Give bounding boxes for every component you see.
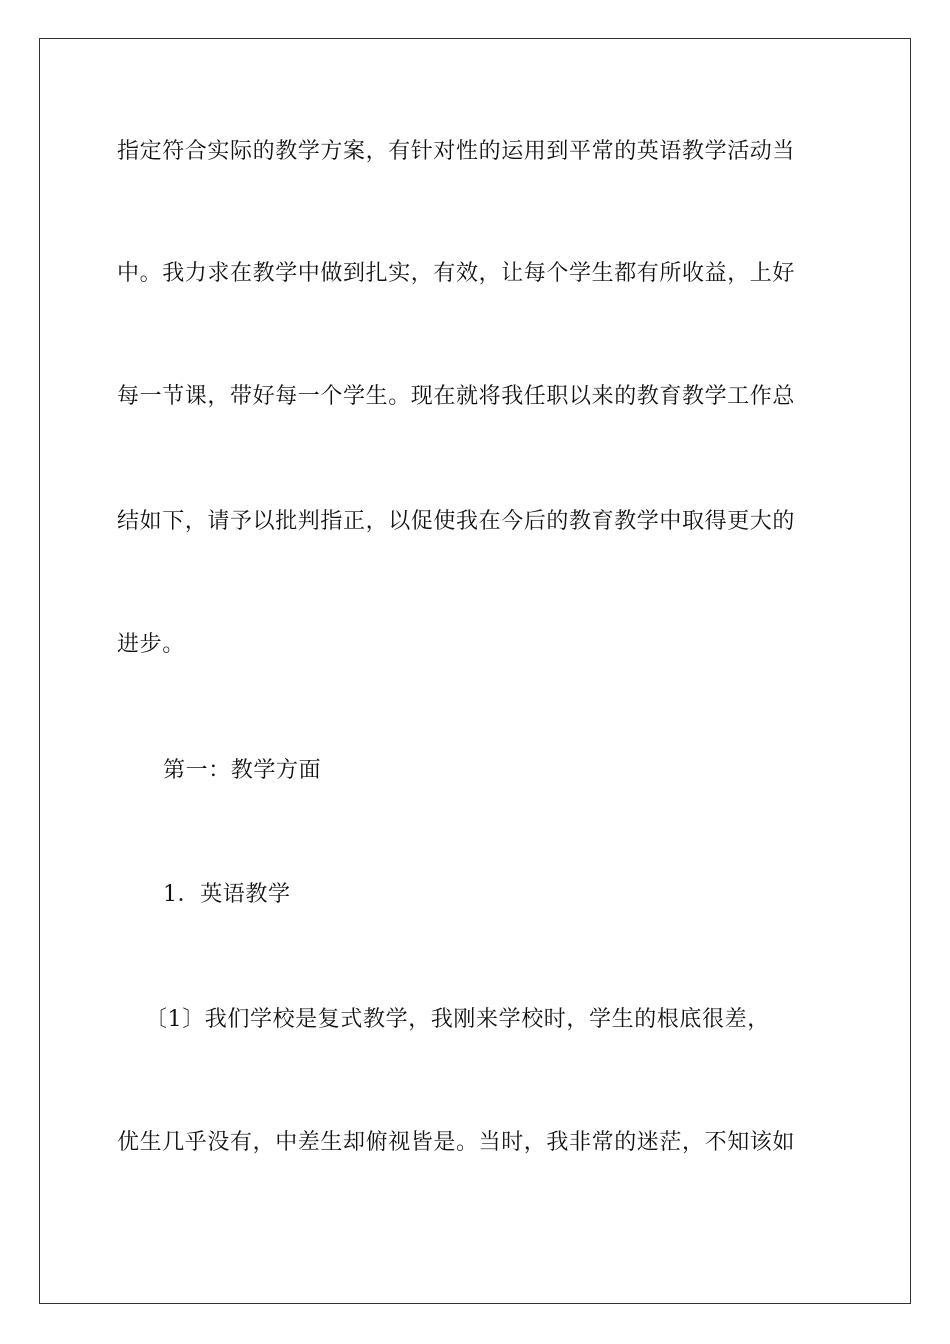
body-text-line: 进步。 [117,632,185,657]
page-frame [39,38,911,1304]
body-text-line: 〔1〕我们学校是复式教学，我刚来学校时，学生的根底很差， [145,1007,770,1032]
section-heading: 第一：教学方面 [163,758,322,783]
body-text-line: 指定符合实际的教学方案，有针对性的运用到平常的英语教学活动当 [117,139,796,164]
body-text-line: 结如下，请予以批判指正，以促使我在今后的教育教学中取得更大的 [117,509,796,534]
body-text-line: 优生几乎没有，中差生却俯视皆是。当时，我非常的迷茫，不知该如 [117,1130,796,1155]
body-text-line: 中。我力求在教学中做到扎实，有效，让每个学生都有所收益，上好 [117,261,796,286]
subsection-heading: 1．英语教学 [163,882,291,907]
body-text-line: 每一节课，带好每一个学生。现在就将我任职以来的教育教学工作总 [117,384,796,409]
